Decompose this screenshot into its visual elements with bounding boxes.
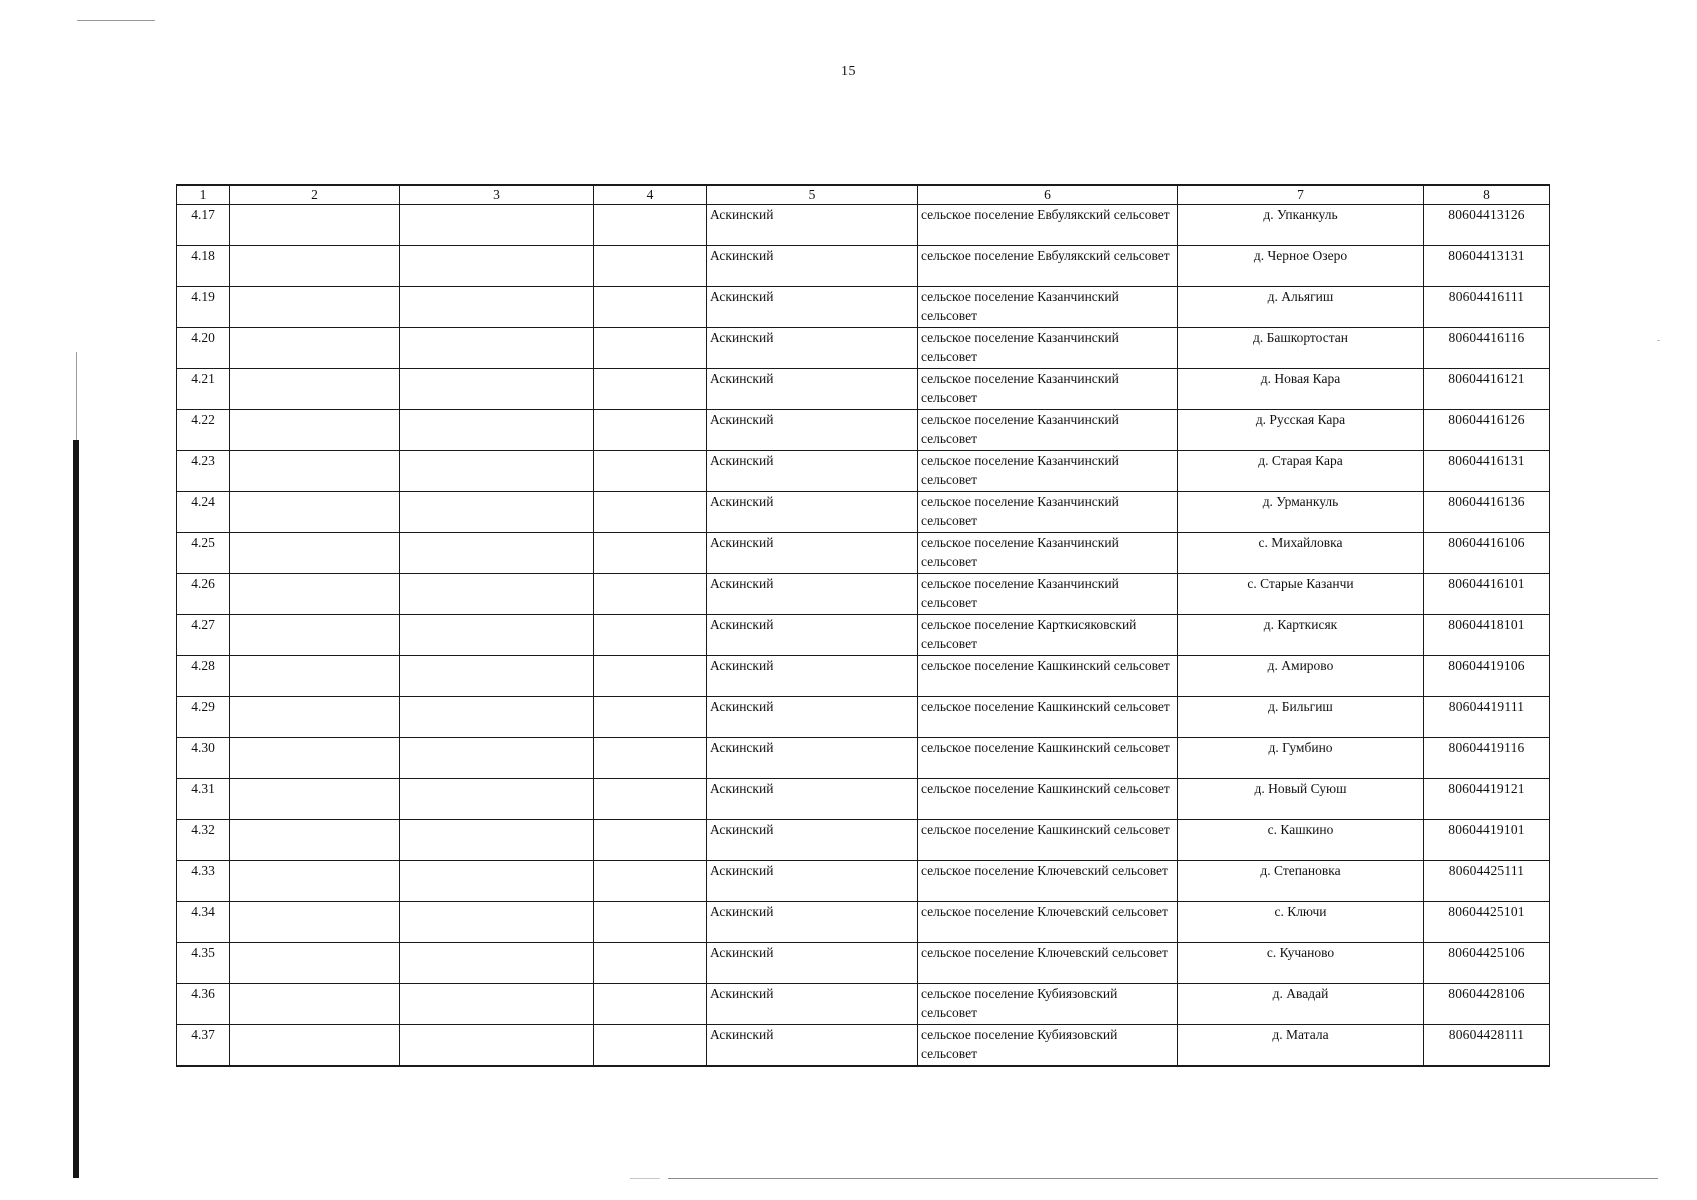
empty-cell-col4 (594, 820, 707, 861)
locality-cell: д. Новый Суюш (1178, 779, 1424, 820)
table-row (177, 205, 1550, 246)
table-row (177, 820, 1550, 861)
empty-cell-col2 (230, 246, 400, 287)
oktmo-code-cell: 80604416121 (1424, 369, 1550, 410)
table-row (177, 410, 1550, 451)
settlement-cell: сельское поселение Ключевский сельсовет (918, 902, 1178, 943)
settlement-cell: сельское поселение Казанчинский сельсовет (918, 533, 1178, 574)
column-header-2: 2 (230, 185, 400, 205)
oktmo-code-cell: 80604428111 (1424, 1025, 1550, 1066)
district-cell: Аскинский (707, 451, 918, 492)
locality-cell: д. Старая Кара (1178, 451, 1424, 492)
locality-cell: с. Кашкино (1178, 820, 1424, 861)
empty-cell-col4 (594, 492, 707, 533)
row-number-cell: 4.30 (177, 738, 230, 779)
empty-cell-col2 (230, 697, 400, 738)
district-cell: Аскинский (707, 738, 918, 779)
header-row (177, 185, 1550, 205)
table-row (177, 328, 1550, 369)
table-row (177, 656, 1550, 697)
oktmo-code-cell: 80604419111 (1424, 697, 1550, 738)
empty-cell-col4 (594, 533, 707, 574)
district-cell: Аскинский (707, 984, 918, 1025)
settlement-cell: сельское поселение Кашкинский сельсовет (918, 738, 1178, 779)
oktmo-code-cell: 80604425111 (1424, 861, 1550, 902)
table-row (177, 574, 1550, 615)
settlement-cell: сельское поселение Кашкинский сельсовет (918, 779, 1178, 820)
empty-cell-col4 (594, 615, 707, 656)
empty-cell-col3 (400, 820, 594, 861)
column-header-8: 8 (1424, 185, 1550, 205)
empty-cell-col2 (230, 369, 400, 410)
oktmo-code-cell: 80604416116 (1424, 328, 1550, 369)
row-number-cell: 4.22 (177, 410, 230, 451)
scan-bottom-rule-faint (630, 1178, 660, 1179)
empty-cell-col2 (230, 451, 400, 492)
empty-cell-col2 (230, 984, 400, 1025)
settlement-cell: сельское поселение Карткисяковский сельсовет (918, 615, 1178, 656)
table-row (177, 943, 1550, 984)
district-cell: Аскинский (707, 205, 918, 246)
settlement-cell: сельское поселение Кубиязовский сельсовет (918, 1025, 1178, 1066)
locality-cell: д. Авадай (1178, 984, 1424, 1025)
empty-cell-col2 (230, 861, 400, 902)
locality-cell: д. Альягиш (1178, 287, 1424, 328)
empty-cell-col3 (400, 861, 594, 902)
locality-cell: д. Карткисяк (1178, 615, 1424, 656)
scan-bottom-rule (668, 1178, 1658, 1179)
oktmo-code-cell: 80604418101 (1424, 615, 1550, 656)
row-number-cell: 4.26 (177, 574, 230, 615)
settlement-cell: сельское поселение Ключевский сельсовет (918, 861, 1178, 902)
empty-cell-col3 (400, 779, 594, 820)
empty-cell-col4 (594, 984, 707, 1025)
page-number: 15 (841, 64, 856, 79)
empty-cell-col2 (230, 656, 400, 697)
locality-cell: д. Черное Озеро (1178, 246, 1424, 287)
district-cell: Аскинский (707, 779, 918, 820)
district-cell: Аскинский (707, 410, 918, 451)
row-number-cell: 4.33 (177, 861, 230, 902)
column-header-5: 5 (707, 185, 918, 205)
table-row (177, 984, 1550, 1025)
empty-cell-col4 (594, 246, 707, 287)
empty-cell-col2 (230, 943, 400, 984)
district-cell: Аскинский (707, 492, 918, 533)
table-row (177, 246, 1550, 287)
row-number-cell: 4.23 (177, 451, 230, 492)
empty-cell-col4 (594, 902, 707, 943)
locality-cell: д. Новая Кара (1178, 369, 1424, 410)
empty-cell-col3 (400, 697, 594, 738)
row-number-cell: 4.21 (177, 369, 230, 410)
locality-cell: д. Башкортостан (1178, 328, 1424, 369)
district-cell: Аскинский (707, 820, 918, 861)
empty-cell-col4 (594, 697, 707, 738)
empty-cell-col4 (594, 738, 707, 779)
district-cell: Аскинский (707, 656, 918, 697)
empty-cell-col3 (400, 984, 594, 1025)
empty-cell-col4 (594, 369, 707, 410)
column-header-1: 1 (177, 185, 230, 205)
row-number-cell: 4.17 (177, 205, 230, 246)
locality-cell: с. Ключи (1178, 902, 1424, 943)
scan-binding-edge (76, 352, 77, 442)
empty-cell-col3 (400, 943, 594, 984)
oktmo-code-cell: 80604416126 (1424, 410, 1550, 451)
empty-cell-col2 (230, 615, 400, 656)
oktmo-code-cell: 80604425106 (1424, 943, 1550, 984)
oktmo-code-cell: 80604419106 (1424, 656, 1550, 697)
district-cell: Аскинский (707, 328, 918, 369)
empty-cell-col4 (594, 779, 707, 820)
district-cell: Аскинский (707, 615, 918, 656)
district-cell: Аскинский (707, 369, 918, 410)
district-cell: Аскинский (707, 533, 918, 574)
empty-cell-col2 (230, 287, 400, 328)
settlement-cell: сельское поселение Ключевский сельсовет (918, 943, 1178, 984)
oktmo-code-cell: 80604419121 (1424, 779, 1550, 820)
settlement-cell: сельское поселение Казанчинский сельсовет (918, 574, 1178, 615)
settlement-cell: сельское поселение Казанчинский сельсовет (918, 369, 1178, 410)
empty-cell-col4 (594, 656, 707, 697)
empty-cell-col3 (400, 615, 594, 656)
oktmo-code-cell: 80604419116 (1424, 738, 1550, 779)
table-row (177, 369, 1550, 410)
table-row (177, 1025, 1550, 1066)
empty-cell-col3 (400, 738, 594, 779)
row-number-cell: 4.29 (177, 697, 230, 738)
table-row (177, 615, 1550, 656)
district-cell: Аскинский (707, 287, 918, 328)
empty-cell-col3 (400, 902, 594, 943)
empty-cell-col2 (230, 205, 400, 246)
table-row (177, 779, 1550, 820)
oktmo-code-cell: 80604416136 (1424, 492, 1550, 533)
table-row (177, 451, 1550, 492)
row-number-cell: 4.24 (177, 492, 230, 533)
empty-cell-col3 (400, 287, 594, 328)
table-row (177, 738, 1550, 779)
row-number-cell: 4.35 (177, 943, 230, 984)
row-number-cell: 4.25 (177, 533, 230, 574)
oktmo-code-cell: 80604428106 (1424, 984, 1550, 1025)
oktmo-code-cell: 80604416111 (1424, 287, 1550, 328)
empty-cell-col4 (594, 451, 707, 492)
empty-cell-col4 (594, 205, 707, 246)
empty-cell-col4 (594, 1025, 707, 1066)
table-row (177, 902, 1550, 943)
empty-cell-col2 (230, 328, 400, 369)
settlement-cell: сельское поселение Казанчинский сельсовет (918, 410, 1178, 451)
settlement-cell: сельское поселение Евбулякский сельсовет (918, 205, 1178, 246)
district-cell: Аскинский (707, 943, 918, 984)
empty-cell-col4 (594, 328, 707, 369)
row-number-cell: 4.36 (177, 984, 230, 1025)
empty-cell-col2 (230, 738, 400, 779)
oktmo-code-cell: 80604416101 (1424, 574, 1550, 615)
table-row (177, 697, 1550, 738)
empty-cell-col3 (400, 246, 594, 287)
empty-cell-col3 (400, 492, 594, 533)
empty-cell-col2 (230, 574, 400, 615)
table-row (177, 287, 1550, 328)
empty-cell-col2 (230, 492, 400, 533)
scan-binding-bar (73, 440, 79, 1178)
table-body (177, 205, 1550, 1066)
district-cell: Аскинский (707, 902, 918, 943)
locality-cell: с. Старые Казанчи (1178, 574, 1424, 615)
row-number-cell: 4.18 (177, 246, 230, 287)
scan-margin-speck (1657, 340, 1660, 341)
empty-cell-col2 (230, 533, 400, 574)
row-number-cell: 4.20 (177, 328, 230, 369)
district-cell: Аскинский (707, 574, 918, 615)
oktmo-code-cell: 80604413131 (1424, 246, 1550, 287)
empty-cell-col4 (594, 287, 707, 328)
locality-cell: с. Кучаново (1178, 943, 1424, 984)
table-header (177, 185, 1550, 205)
empty-cell-col4 (594, 861, 707, 902)
oktmo-code-cell: 80604413126 (1424, 205, 1550, 246)
empty-cell-col2 (230, 779, 400, 820)
locality-cell: д. Амирово (1178, 656, 1424, 697)
empty-cell-col2 (230, 1025, 400, 1066)
locality-cell: д. Матала (1178, 1025, 1424, 1066)
empty-cell-col3 (400, 1025, 594, 1066)
empty-cell-col3 (400, 574, 594, 615)
settlement-cell: сельское поселение Казанчинский сельсовет (918, 287, 1178, 328)
settlement-cell: сельское поселение Кашкинский сельсовет (918, 656, 1178, 697)
empty-cell-col2 (230, 820, 400, 861)
district-cell: Аскинский (707, 1025, 918, 1066)
empty-cell-col3 (400, 451, 594, 492)
row-number-cell: 4.27 (177, 615, 230, 656)
district-cell: Аскинский (707, 861, 918, 902)
settlements-table (176, 184, 1550, 1067)
oktmo-code-cell: 80604425101 (1424, 902, 1550, 943)
empty-cell-col2 (230, 902, 400, 943)
row-number-cell: 4.28 (177, 656, 230, 697)
empty-cell-col3 (400, 328, 594, 369)
settlement-cell: сельское поселение Кашкинский сельсовет (918, 697, 1178, 738)
locality-cell: д. Степановка (1178, 861, 1424, 902)
table-row (177, 533, 1550, 574)
settlement-cell: сельское поселение Казанчинский сельсовет (918, 492, 1178, 533)
settlement-cell: сельское поселение Казанчинский сельсовет (918, 328, 1178, 369)
locality-cell: д. Бильгиш (1178, 697, 1424, 738)
locality-cell: с. Михайловка (1178, 533, 1424, 574)
district-cell: Аскинский (707, 246, 918, 287)
column-header-4: 4 (594, 185, 707, 205)
empty-cell-col3 (400, 369, 594, 410)
settlement-cell: сельское поселение Кашкинский сельсовет (918, 820, 1178, 861)
row-number-cell: 4.32 (177, 820, 230, 861)
row-number-cell: 4.34 (177, 902, 230, 943)
empty-cell-col4 (594, 943, 707, 984)
empty-cell-col3 (400, 205, 594, 246)
empty-cell-col2 (230, 410, 400, 451)
oktmo-code-cell: 80604416131 (1424, 451, 1550, 492)
empty-cell-col4 (594, 410, 707, 451)
locality-cell: д. Упканкуль (1178, 205, 1424, 246)
empty-cell-col3 (400, 533, 594, 574)
district-cell: Аскинский (707, 697, 918, 738)
oktmo-code-cell: 80604419101 (1424, 820, 1550, 861)
settlement-cell: сельское поселение Казанчинский сельсовет (918, 451, 1178, 492)
settlement-cell: сельское поселение Кубиязовский сельсовет (918, 984, 1178, 1025)
locality-cell: д. Русская Кара (1178, 410, 1424, 451)
row-number-cell: 4.31 (177, 779, 230, 820)
table-row (177, 861, 1550, 902)
settlement-cell: сельское поселение Евбулякский сельсовет (918, 246, 1178, 287)
row-number-cell: 4.37 (177, 1025, 230, 1066)
locality-cell: д. Гумбино (1178, 738, 1424, 779)
scan-corner-mark (77, 20, 155, 21)
empty-cell-col4 (594, 574, 707, 615)
row-number-cell: 4.19 (177, 287, 230, 328)
oktmo-code-cell: 80604416106 (1424, 533, 1550, 574)
locality-cell: д. Урманкуль (1178, 492, 1424, 533)
column-header-3: 3 (400, 185, 594, 205)
empty-cell-col3 (400, 410, 594, 451)
table-row (177, 492, 1550, 533)
empty-cell-col3 (400, 656, 594, 697)
column-header-7: 7 (1178, 185, 1424, 205)
column-header-6: 6 (918, 185, 1178, 205)
